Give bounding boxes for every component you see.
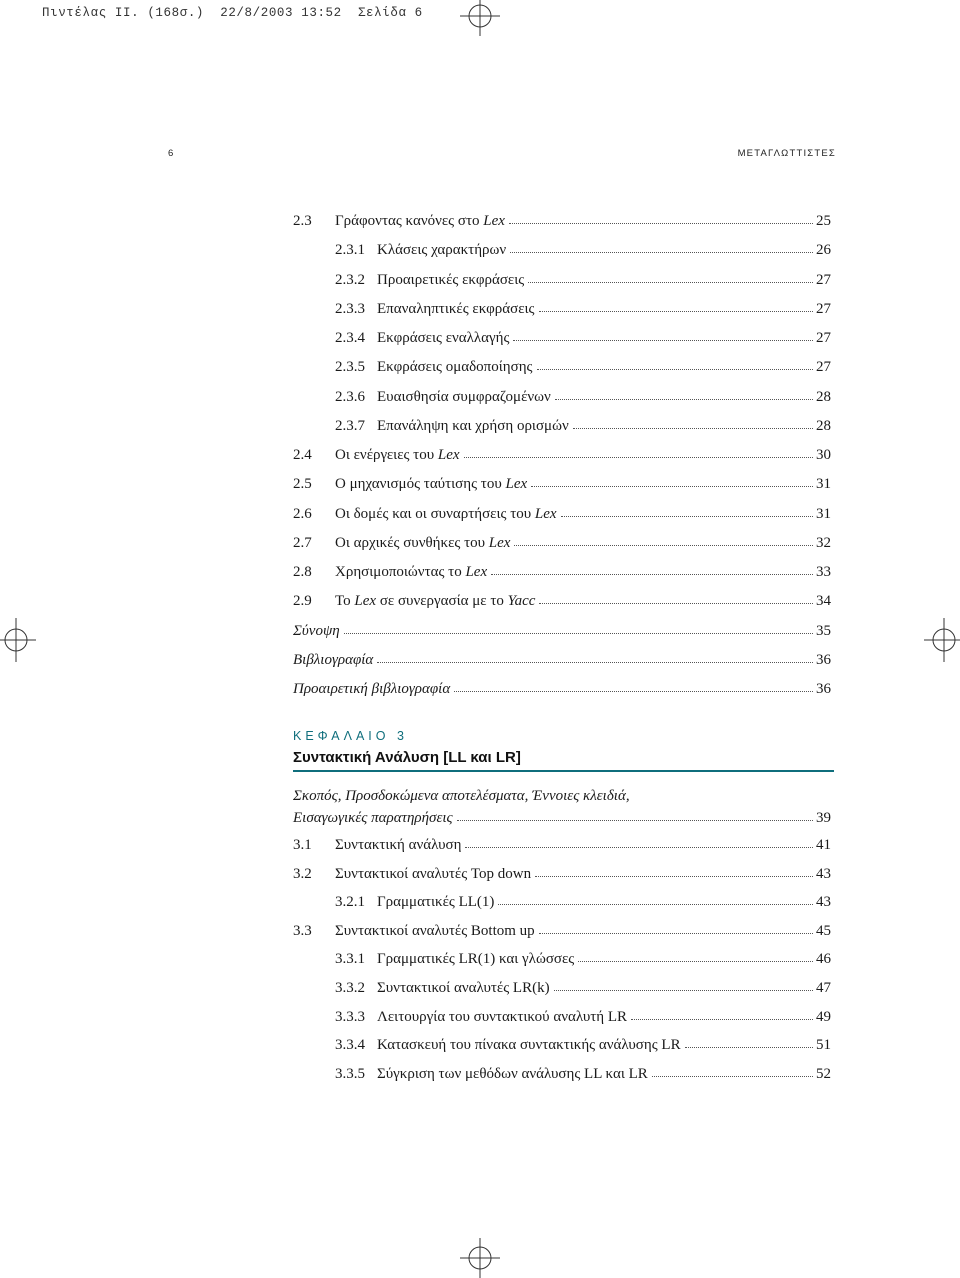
leader-dots <box>539 595 813 604</box>
leader-dots <box>561 508 813 517</box>
leader-dots <box>652 1068 813 1077</box>
toc-entry-title-text: Σύγκριση των μεθόδων ανάλυσης LL και LR <box>377 1065 648 1082</box>
toc-entry-number: 2.3 <box>293 213 312 229</box>
toc-entry-number: 2.9 <box>293 593 312 610</box>
toc-entry-title <box>377 415 569 437</box>
toc-entry[interactable] <box>293 920 831 942</box>
toc-entry[interactable] <box>293 1063 831 1085</box>
page-number: 6 <box>168 148 174 159</box>
running-head <box>168 148 836 164</box>
leader-dots <box>539 303 814 312</box>
toc-entry-title-text: Οι αρχικές συνθήκες του <box>335 534 489 551</box>
toc-entry-number: 2.4 <box>293 447 312 463</box>
toc-entry[interactable] <box>293 386 831 408</box>
toc-entry-title <box>335 590 535 612</box>
toc-entry-title <box>377 948 574 970</box>
toc-entry-title-text: Γραμματικές LR(1) και γλώσσες <box>377 951 575 968</box>
toc-entry[interactable] <box>293 356 831 378</box>
leader-dots <box>344 625 813 634</box>
toc-page-number: 36 <box>816 681 831 697</box>
toc-entry-title <box>293 678 450 700</box>
leader-dots <box>531 478 813 487</box>
toc-page-number: 28 <box>816 388 831 405</box>
toc-page-number: 51 <box>816 1037 831 1054</box>
toc-entry-title-text: Προαιρετική βιβλιογραφία <box>293 681 451 697</box>
toc-page-number: 41 <box>816 837 831 853</box>
toc-entry-number: 3.2.1 <box>335 894 365 911</box>
toc-page-number: 52 <box>816 1065 831 1082</box>
toc-entry-number: 2.5 <box>293 476 312 493</box>
toc-page-number: 49 <box>816 1008 831 1025</box>
toc-entry[interactable] <box>293 415 831 437</box>
toc-entry-title <box>377 327 509 349</box>
toc-page-number: 30 <box>816 447 831 463</box>
toc-page-number: 28 <box>816 417 831 434</box>
toc-entry[interactable] <box>293 473 831 495</box>
toc-entry-title-text: Εκφράσεις ομαδοποίησης <box>377 359 533 376</box>
toc-entry[interactable] <box>293 210 831 232</box>
toc-entry-title <box>377 1006 627 1028</box>
toc-page-number: 31 <box>816 476 831 493</box>
toc-page-number: 31 <box>816 505 831 522</box>
toc-entry-title-text: Κατασκευή του πίνακα συντακτικής ανάλυσης LR <box>377 1037 681 1054</box>
leader-dots <box>457 812 813 821</box>
toc-entry[interactable] <box>293 327 831 349</box>
toc-page-number: 39 <box>816 810 831 826</box>
toc-entry-title <box>335 920 535 942</box>
leader-dots <box>528 274 813 283</box>
registration-mark-bottom-icon <box>460 1238 500 1278</box>
toc-entry-title <box>335 834 461 856</box>
toc-entry-title-text: Εκφράσεις εναλλαγής <box>377 330 510 346</box>
toc-entry-title <box>377 891 494 913</box>
print-slug: Πιντέλας ΙΙ. (168σ.) 22/8/2003 13:52 Σελίδα 6 <box>42 6 423 20</box>
toc-entry-number: 2.7 <box>293 534 312 551</box>
toc-entry-title-text: σε συνεργασία με το <box>376 593 508 610</box>
leader-dots <box>377 654 813 663</box>
toc-entry-title-text: Οι ενέργειες του <box>335 447 438 463</box>
toc-page-number: 46 <box>816 951 831 968</box>
toc-entry-title <box>377 1063 648 1085</box>
toc-entry[interactable] <box>293 891 831 913</box>
toc-entry[interactable] <box>293 948 831 970</box>
toc-entry-title-text: Οι δομές και οι συναρτήσεις του <box>335 505 535 522</box>
toc-entry-title-text: Χρησιμοποιώντας το <box>335 564 466 580</box>
chapter-intro-entry[interactable] <box>293 785 831 829</box>
toc-entry-number: 2.3.4 <box>335 330 365 346</box>
toc-entry-number: 3.3.1 <box>335 951 365 968</box>
toc-entry-title-text: Προαιρετικές εκφράσεις <box>377 271 525 288</box>
toc-entry-title <box>377 356 533 378</box>
toc-entry-number: 2.3.1 <box>335 242 365 259</box>
toc-entry[interactable] <box>293 1006 831 1028</box>
leader-dots <box>465 839 813 848</box>
toc-page-number: 47 <box>816 980 831 996</box>
leader-dots <box>454 683 813 692</box>
leader-dots <box>535 868 813 877</box>
toc-page-number: 27 <box>816 300 831 317</box>
chapter-intro-line1: Σκοπός, Προσδοκώμενα αποτελέσματα, Έννοιες κλειδιά, <box>293 788 630 804</box>
toc-entry-title-text: Λειτουργία του συντακτικού αναλυτή LR <box>377 1008 628 1025</box>
toc-page-number: 36 <box>816 651 831 668</box>
toc-entry-title-emphasis: Lex <box>437 447 460 463</box>
toc-entry-title-emphasis: Lex <box>354 593 377 610</box>
leader-dots <box>464 449 813 458</box>
toc-entry-title-text: Επανάληψη και χρήση ορισμών <box>377 417 569 434</box>
chapter-intro-line2: Εισαγωγικές παρατηρήσεις <box>293 810 453 826</box>
running-head-title: ΜΕΤΑΓΛΩΤΤΙΣΤΕΣ <box>737 148 836 159</box>
toc-entry-title <box>377 269 524 291</box>
leader-dots <box>491 566 813 575</box>
toc-entry[interactable] <box>293 863 831 885</box>
toc-page-number: 43 <box>816 894 831 911</box>
registration-mark-top-icon <box>460 0 500 36</box>
toc-entry-title <box>335 473 527 495</box>
toc-entry[interactable] <box>293 532 831 554</box>
leader-dots <box>509 215 813 224</box>
toc-entry-title-text: Συντακτικοί αναλυτές LR(k) <box>377 980 550 996</box>
leader-dots <box>514 537 813 546</box>
toc-entry[interactable] <box>293 239 831 261</box>
toc-entry[interactable] <box>293 1034 831 1056</box>
toc-entry-number: 2.3.7 <box>335 417 365 434</box>
toc-entry[interactable] <box>293 649 831 671</box>
toc-entry-title-text: Γραμματικές LL(1) <box>377 894 495 911</box>
toc-entry[interactable] <box>293 561 831 583</box>
leader-dots <box>555 391 813 400</box>
toc-entry[interactable] <box>293 298 831 320</box>
toc-page-number: 45 <box>816 922 831 939</box>
toc-entry-title-text: Σύνοψη <box>293 622 340 639</box>
toc-entry[interactable] <box>293 678 831 700</box>
toc-entry-title-text: Ευαισθησία συμφραζομένων <box>377 388 551 405</box>
toc-entry-title-emphasis: Lex <box>488 534 511 551</box>
toc-page-number: 32 <box>816 534 831 551</box>
toc-entry-title <box>335 210 505 232</box>
toc-entry-title-text: Το <box>335 593 355 610</box>
toc-entry-title-emphasis: Lex <box>465 564 488 580</box>
leader-dots <box>578 953 813 962</box>
toc-entry-title <box>377 239 506 261</box>
toc-entry-number: 2.3.2 <box>335 271 365 288</box>
leader-dots <box>573 420 813 429</box>
toc-entry-title-emphasis: Lex <box>483 213 505 229</box>
toc-entry-title <box>293 620 340 642</box>
toc-entry-title <box>377 1034 681 1056</box>
toc-entry-title-emphasis: Yacc <box>507 593 536 610</box>
toc-page-number: 27 <box>816 271 831 288</box>
toc-page-number: 43 <box>816 865 831 882</box>
toc-entry-number: 3.3 <box>293 922 312 939</box>
toc-entry-number: 3.3.3 <box>335 1008 365 1025</box>
toc-entry[interactable] <box>293 590 831 612</box>
toc-entry-title <box>335 561 487 583</box>
toc-entry-title-text: Συντακτικοί αναλυτές Bottom up <box>335 922 535 939</box>
toc-entry[interactable] <box>293 620 831 642</box>
toc-entry-number: 2.3.5 <box>335 359 365 376</box>
leader-dots <box>539 925 813 934</box>
toc-entry-title-text: Συντακτική ανάλυση <box>335 837 462 853</box>
leader-dots <box>498 896 813 905</box>
toc-entry-title-text: Κλάσεις χαρακτήρων <box>377 242 507 259</box>
toc-entry-number: 3.1 <box>293 837 312 853</box>
toc-entry-title-emphasis: Lex <box>505 476 528 493</box>
toc-entry[interactable] <box>293 503 831 525</box>
toc-page-number: 35 <box>816 622 831 639</box>
leader-dots <box>685 1039 813 1048</box>
toc-entry-title <box>377 298 535 320</box>
toc-entry-title <box>335 532 510 554</box>
toc-entry-title-text: Επαναληπτικές εκφράσεις <box>377 300 535 317</box>
chapter-title: Συντακτική Ανάλυση [LL και LR] <box>293 749 521 766</box>
registration-mark-left-icon <box>0 618 36 662</box>
toc-entry-title-text: Ο μηχανισμός ταύτισης του <box>335 476 506 493</box>
toc-entry-number: 2.3.6 <box>335 388 365 405</box>
toc-entry-number: 3.3.4 <box>335 1037 365 1054</box>
toc-page-number: 34 <box>816 593 831 610</box>
toc-entry[interactable] <box>293 834 831 856</box>
toc-entry-title <box>335 503 557 525</box>
toc-entry-title-emphasis: Lex <box>534 505 557 522</box>
toc-entry-title <box>293 649 373 671</box>
toc-entry-number: 3.3.5 <box>335 1065 365 1082</box>
toc-page-number: 27 <box>816 330 831 346</box>
toc-page-number: 33 <box>816 564 831 580</box>
leader-dots <box>510 244 813 253</box>
leader-dots <box>537 361 814 370</box>
leader-dots <box>513 332 813 341</box>
toc-entry-title <box>377 977 550 999</box>
toc-entry-number: 3.2 <box>293 865 312 882</box>
leader-dots <box>554 982 813 991</box>
toc-entry-title <box>335 863 531 885</box>
toc-entry[interactable] <box>293 269 831 291</box>
toc-page-number: 27 <box>816 359 831 376</box>
toc-entry-title <box>377 386 551 408</box>
toc-entry-number: 2.8 <box>293 564 312 580</box>
registration-mark-right-icon <box>924 618 960 662</box>
toc-entry[interactable] <box>293 444 831 466</box>
toc-entry-title <box>335 444 460 466</box>
toc-page-number: 25 <box>816 213 831 229</box>
toc-entry-title-text: Συντακτικοί αναλυτές Top down <box>335 865 532 882</box>
chapter-label: ΚΕΦΑΛΑΙΟ 3 <box>293 729 408 743</box>
leader-dots <box>631 1011 813 1020</box>
toc-entry[interactable] <box>293 977 831 999</box>
toc-entry-title-text: Γράφοντας κανόνες στο <box>335 213 484 229</box>
toc-page-number: 26 <box>816 242 831 259</box>
toc-entry-number: 2.6 <box>293 505 312 522</box>
toc-entry-number: 2.3.3 <box>335 300 365 317</box>
toc-entry-title-text: Βιβλιογραφία <box>293 651 374 668</box>
chapter-rule <box>293 770 834 772</box>
toc-entry-number: 3.3.2 <box>335 980 365 996</box>
